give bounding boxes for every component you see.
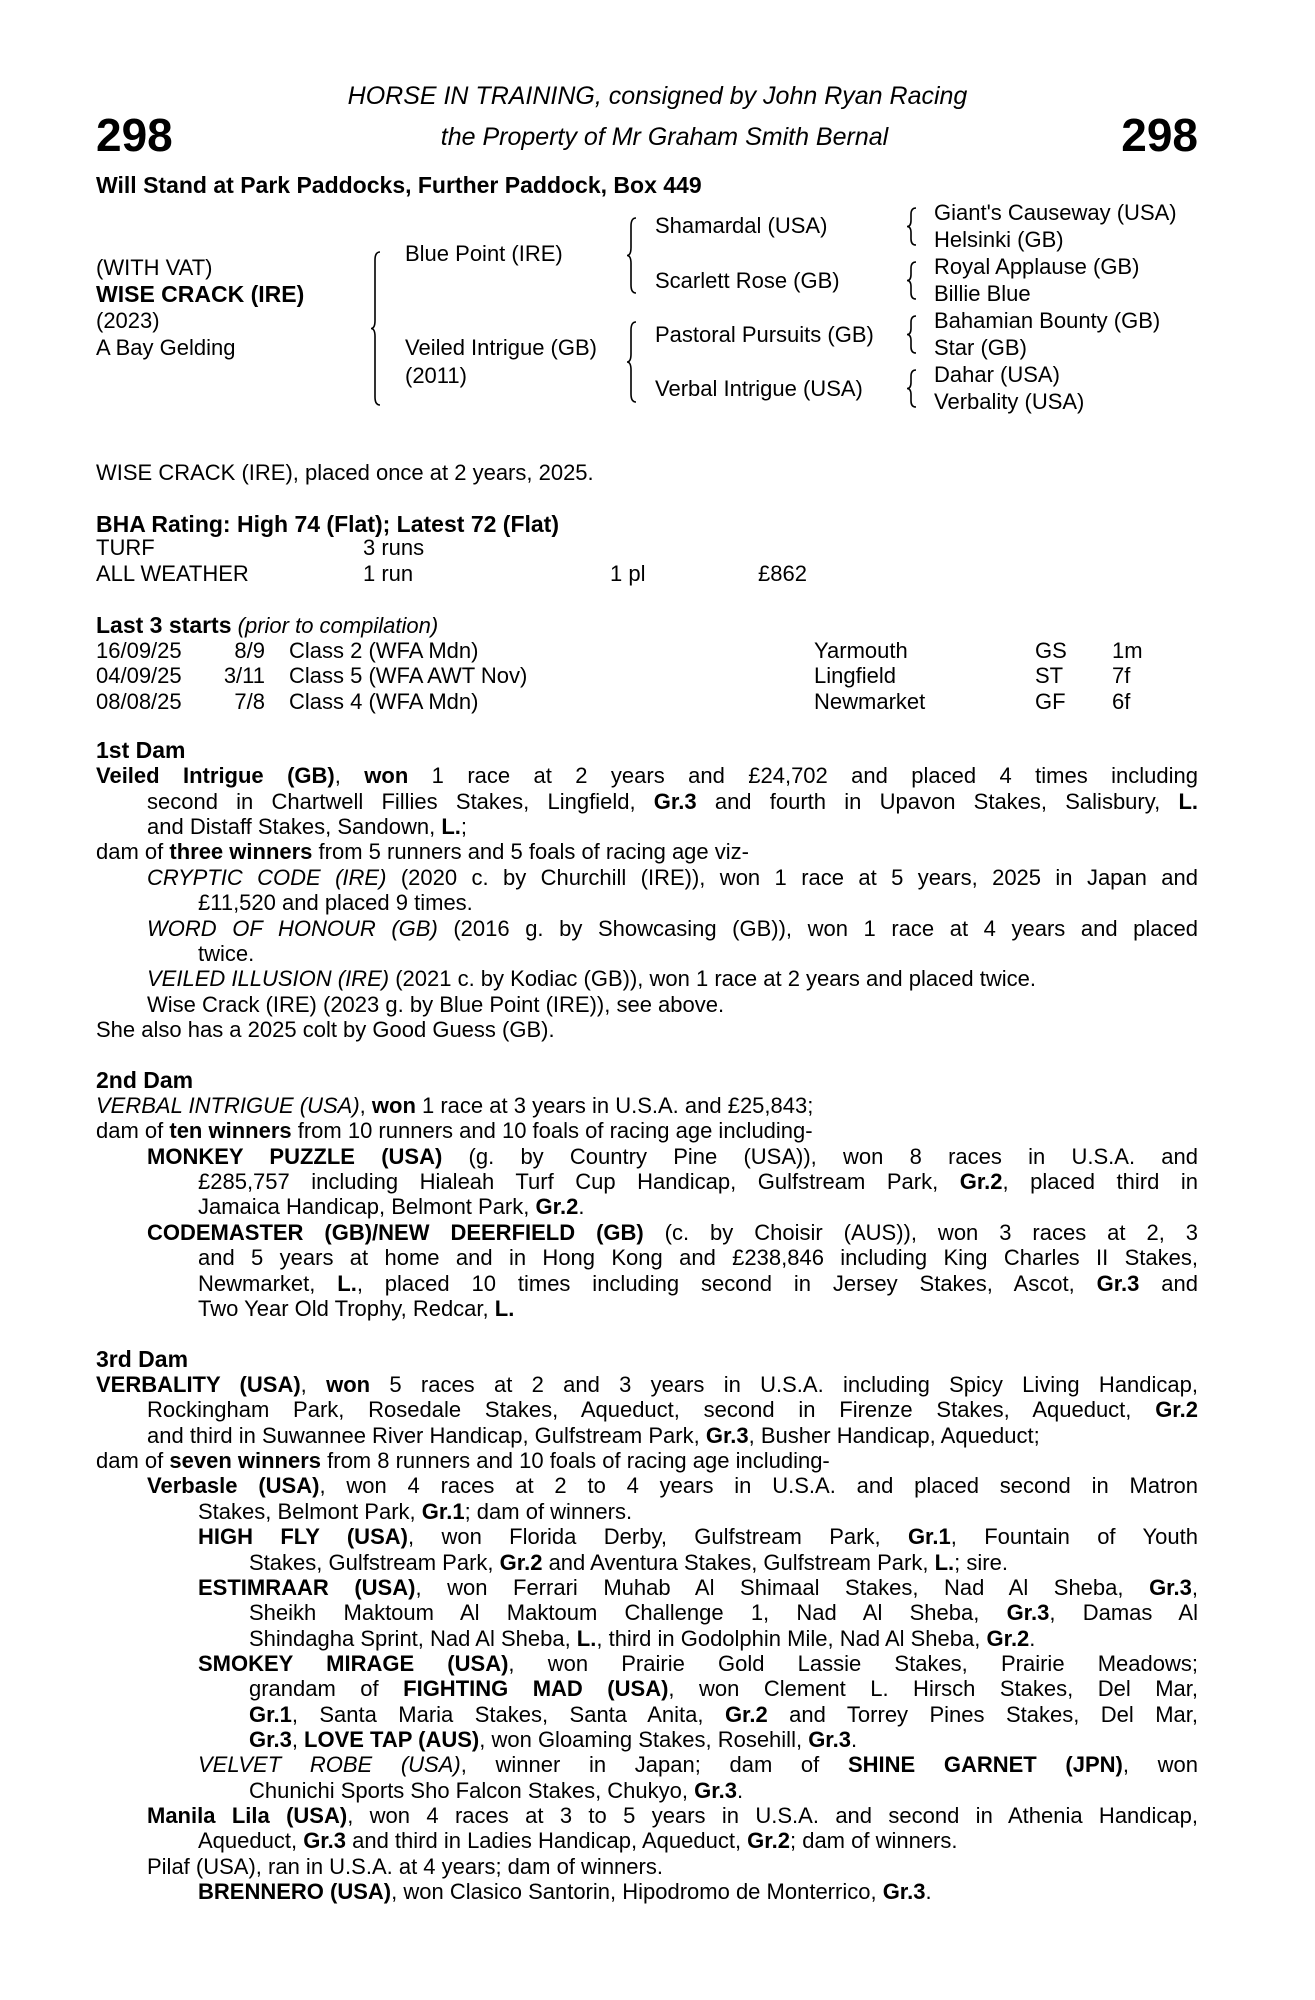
paragraph [96, 1752, 1198, 1803]
text: , [291, 1727, 305, 1753]
start-dist: 1m [1112, 638, 1143, 663]
paragraph [96, 1803, 1198, 1854]
bold-text: SMOKEY MIRAGE (USA) [198, 1650, 509, 1676]
dam-sire: Pastoral Pursuits (GB) [655, 322, 874, 347]
bold-text: Gr.3 [249, 1727, 292, 1753]
bold-text: Gr.3 [694, 1777, 737, 1803]
paragraph [96, 1093, 1198, 1118]
paragraph [96, 1144, 1198, 1220]
brace-icon [907, 370, 916, 407]
section-3 [96, 1347, 1198, 1905]
text: from 5 runners and 5 foals of racing age viz- [312, 839, 749, 865]
text: Rockingham Park, Rosedale Stakes, Aqueduct, second in Firenze Stakes, Aqueduct, [147, 1397, 1156, 1423]
paragraph [96, 1854, 1198, 1879]
last-starts-heading [96, 612, 438, 639]
consignor-line: HORSE IN TRAINING, consigned by John Ryan Racing [347, 82, 968, 110]
text-line [96, 1803, 1198, 1828]
text: ; dam of winners. [464, 1498, 633, 1524]
text-line [96, 1499, 1198, 1524]
section-1 [96, 738, 1198, 1042]
start-date: 16/09/25 [96, 638, 182, 663]
text-line [96, 1702, 1198, 1727]
bold-text: Gr.1 [249, 1701, 292, 1727]
text: , won Prairie Gold Lassie Stakes, Prairie Meadows; [508, 1650, 1198, 1676]
paragraph [96, 966, 1198, 991]
start-dist: 7f [1112, 663, 1131, 689]
gen3-ancestor: Helsinki (GB) [934, 227, 1064, 252]
bold-text: L. [337, 1270, 357, 1296]
text: (2021 c. by Kodiac (GB)), won 1 race at 2 years and placed twice. [389, 966, 1036, 992]
text: Pilaf (USA), ran in U.S.A. at 4 years; dam of winners. [147, 1853, 663, 1879]
text-line [96, 1194, 1198, 1219]
text-line [96, 916, 1198, 941]
text-line [96, 1423, 1198, 1448]
text-line [96, 1448, 1198, 1473]
stable-location: Will Stand at Park Paddocks, Further Paddock, Box 449 [96, 172, 702, 198]
bold-text: BRENNERO (USA) [198, 1879, 392, 1905]
bha-rating: BHA Rating: High 74 (Flat); Latest 72 (Flat) [96, 511, 559, 537]
text: Stakes, Gulfstream Park, [249, 1549, 500, 1575]
gen3-ancestor: Billie Blue [934, 281, 1031, 306]
text: (c. by Choisir (AUS)), won 3 races at 2, 3 [643, 1219, 1199, 1245]
bold-text: Gr.3 [705, 1422, 749, 1448]
text: . [1029, 1625, 1036, 1651]
text-line [96, 789, 1198, 814]
text: , won Ferrari Muhab Al Shimaal Stakes, Nad Al Sheba, [415, 1574, 1150, 1600]
vat-note: (WITH VAT) [96, 255, 213, 280]
text: Newmarket, [198, 1270, 338, 1296]
surface: ALL WEATHER [96, 561, 249, 586]
text: (2020 c. by Churchill (IRE)), won 1 race at 5 years, 2025 in Japan and [386, 864, 1198, 890]
text: , Santa Maria Stakes, Santa Anita, [291, 1701, 725, 1727]
text: . [736, 1777, 744, 1803]
text: and third in Suwannee River Handicap, Gulfstream Park, [147, 1422, 706, 1448]
bold-text: Gr.2 [499, 1549, 543, 1575]
text: , won Clasico Santorin, Hipodromo de Monterrico, [391, 1879, 883, 1905]
bold-text: Gr.2 [747, 1828, 790, 1854]
last-starts-title: Last 3 starts [96, 612, 232, 638]
bold-text: SHINE GARNET (JPN) [847, 1752, 1123, 1778]
bold-text: won [364, 763, 409, 789]
italic-text: VEILED ILLUSION (IRE) [147, 966, 390, 992]
text-line [96, 1144, 1198, 1169]
property-line: the Property of Mr Graham Smith Bernal [440, 123, 889, 151]
text-line [96, 1093, 1198, 1118]
text: dam of [96, 1448, 170, 1474]
sire-sire: Shamardal (USA) [655, 213, 828, 238]
italic-text: VERBAL INTRIGUE (USA) [96, 1093, 360, 1119]
text: 5 races at 2 and 3 years in U.S.A. including Spicy Living Handicap, [370, 1371, 1198, 1397]
text-line [96, 1271, 1198, 1296]
text: , won 4 races at 2 to 4 years in U.S.A. and placed second in Matron [319, 1473, 1198, 1499]
text: grandam of [249, 1676, 404, 1702]
section-heading: 3rd Dam [96, 1345, 189, 1372]
text: dam of [96, 1118, 170, 1144]
paragraph [96, 1118, 1198, 1143]
text: , third in Godolphin Mile, Nad Al Sheba, [596, 1625, 987, 1651]
text-line [96, 1169, 1198, 1194]
text: £285,757 including Hialeah Turf Cup Handicap, Gulfstream Park, [198, 1169, 960, 1195]
gen3-ancestor: Royal Applause (GB) [934, 254, 1140, 279]
text: , won Florida Derby, Gulfstream Park, [407, 1524, 908, 1550]
prize-money: £862 [758, 561, 807, 586]
start-pos: 8/9 [234, 638, 265, 663]
sire-dam: Scarlett Rose (GB) [655, 268, 840, 293]
blank-line [96, 1042, 1198, 1067]
placed: 1 pl [610, 561, 646, 586]
paragraph [96, 1220, 1198, 1321]
text: , Fountain of Youth [950, 1524, 1198, 1550]
bold-text: Gr.3 [1149, 1574, 1192, 1600]
horse-description: A Bay Gelding [96, 335, 236, 360]
gen3-ancestor: Giant's Causeway (USA) [934, 200, 1177, 225]
text-line [96, 1473, 1198, 1498]
bold-text: seven winners [169, 1448, 322, 1474]
bold-text: won [371, 1093, 416, 1119]
text-line [96, 1575, 1198, 1600]
text-line [96, 1296, 1198, 1321]
surface: TURF [96, 535, 155, 560]
start-race: Class 2 (WFA Mdn) [289, 638, 479, 663]
text: Aqueduct, [198, 1828, 304, 1854]
bold-text: Gr.3 [653, 788, 697, 814]
start-race: Class 5 (WFA AWT Nov) [289, 663, 528, 689]
text: Jamaica Handicap, Belmont Park, [198, 1194, 536, 1220]
text: , winner in Japan; dam of [460, 1752, 848, 1778]
brace-icon [907, 262, 916, 299]
brace-icon [627, 218, 636, 293]
gen3-ancestor: Verbality (USA) [934, 389, 1085, 414]
text-line [96, 1727, 1198, 1752]
text: , Busher Handicap, Aqueduct; [748, 1422, 1040, 1448]
text: (2016 g. by Showcasing (GB)), won 1 race at 4 years and placed [437, 915, 1198, 941]
text: ; dam of winners. [789, 1828, 958, 1854]
text-line [96, 966, 1198, 991]
gen3-ancestor: Star (GB) [934, 335, 1027, 360]
text-line [96, 1676, 1198, 1701]
dam: Veiled Intrigue (GB) [405, 335, 597, 360]
bold-text: Gr.2 [986, 1625, 1030, 1651]
paragraph [96, 916, 1198, 967]
start-date: 08/08/25 [96, 688, 182, 714]
text: , placed 10 times including second in Jersey Stakes, Ascot, [356, 1270, 1097, 1296]
bold-text: Gr.3 [808, 1727, 851, 1753]
text: , won 4 races at 3 to 5 years in U.S.A. and second in Athenia Handicap, [347, 1803, 1198, 1829]
text: from 10 runners and 10 foals of racing age including- [291, 1118, 813, 1144]
horse-year: (2023) [96, 308, 160, 333]
text-line [96, 865, 1198, 890]
bold-text: L. [1178, 788, 1199, 814]
bold-text: Veiled Intrigue (GB) [96, 763, 335, 789]
start-going: GF [1035, 688, 1066, 714]
paragraph [96, 1575, 1198, 1651]
paragraph [96, 865, 1198, 916]
text: Shindagha Sprint, Nad Al Sheba, [249, 1625, 577, 1651]
section-heading: 2nd Dam [96, 1066, 194, 1093]
bold-text: CODEMASTER (GB)/NEW DEERFIELD (GB) [147, 1219, 644, 1245]
bold-text: VERBALITY (USA) [96, 1371, 301, 1397]
text-line [96, 1220, 1198, 1245]
text: dam of [96, 839, 170, 865]
text: Stakes, Belmont Park, [198, 1498, 422, 1524]
text: and Distaff Stakes, Sandown, [147, 814, 442, 840]
text: and [1139, 1270, 1198, 1296]
text-line [96, 1778, 1198, 1803]
text-line [96, 1524, 1198, 1549]
paragraph [96, 839, 1198, 864]
paragraph [96, 992, 1198, 1017]
paragraph [96, 1651, 1198, 1752]
dam-produce-record [96, 738, 1198, 1905]
text-line [96, 1245, 1198, 1270]
text-line [96, 1626, 1198, 1651]
text: She also has a 2025 colt by Good Guess (GB). [96, 1016, 555, 1042]
text: . [925, 1879, 932, 1905]
brace-icon [907, 316, 916, 353]
section-2 [96, 1068, 1198, 1322]
bold-text: Verbasle (USA) [147, 1473, 320, 1499]
bold-text: ESTIMRAAR (USA) [198, 1574, 416, 1600]
paragraph [96, 1448, 1198, 1473]
text: , won Gloaming Stakes, Rosehill, [479, 1727, 809, 1753]
sire: Blue Point (IRE) [405, 241, 563, 266]
lot-number-right: 298 [1121, 109, 1198, 161]
text: , [359, 1093, 372, 1119]
text: , [300, 1371, 327, 1397]
bold-text: won [326, 1371, 371, 1397]
bold-text: LOVE TAP (AUS) [304, 1727, 480, 1753]
gen3-ancestor: Bahamian Bounty (GB) [934, 308, 1161, 333]
bold-text: HIGH FLY (USA) [198, 1524, 408, 1550]
text: and Aventura Stakes, Gulfstream Park, [542, 1549, 935, 1575]
start-venue: Lingfield [814, 663, 896, 689]
start-going: GS [1035, 638, 1067, 663]
text: , [1191, 1574, 1198, 1600]
text: . [578, 1194, 585, 1220]
race-summary: WISE CRACK (IRE), placed once at 2 years, 2025. [96, 460, 594, 485]
bold-text: Gr.3 [1096, 1270, 1140, 1296]
bold-text: L. [441, 814, 461, 840]
text: , Damas Al [1049, 1600, 1198, 1626]
text: (g. by Country Pine (USA)), won 8 races in U.S.A. and [442, 1143, 1198, 1169]
text-line [96, 763, 1198, 788]
bold-text: Gr.1 [421, 1498, 465, 1524]
gen3-ancestor: Dahar (USA) [934, 362, 1060, 387]
text: ; [460, 814, 468, 840]
text: , [334, 763, 365, 789]
italic-text: CRYPTIC CODE (IRE) [147, 864, 387, 890]
pedigree-braces [0, 0, 1315, 450]
bold-text: three winners [169, 839, 313, 865]
text: second in Chartwell Fillies Stakes, Lingfield, [147, 788, 654, 814]
runs: 3 runs [363, 535, 425, 560]
runs: 1 run [363, 561, 414, 586]
start-date: 04/09/25 [96, 663, 182, 689]
text: from 8 runners and 10 foals of racing age including- [321, 1448, 830, 1474]
brace-icon [907, 208, 916, 245]
bold-text: FIGHTING MAD (USA) [403, 1676, 669, 1702]
text: 1 race at 3 years in U.S.A. and £25,843; [415, 1093, 814, 1119]
text: and fourth in Upavon Stakes, Salisbury, [696, 788, 1179, 814]
bold-text: Gr.2 [535, 1194, 579, 1220]
paragraph [96, 1879, 1198, 1904]
text-line [96, 839, 1198, 864]
text-line [96, 992, 1198, 1017]
text: . [851, 1727, 858, 1753]
text: 1 race at 2 years and £24,702 and placed 4 times including [408, 763, 1198, 789]
paragraph [96, 1372, 1198, 1448]
bold-text: Gr.2 [1155, 1397, 1198, 1423]
text-line [96, 1879, 1198, 1904]
text: , won [1122, 1752, 1198, 1778]
text: twice. [198, 940, 255, 966]
start-pos: 3/11 [223, 663, 265, 689]
text: Two Year Old Trophy, Redcar, [198, 1295, 495, 1321]
text-line [96, 1651, 1198, 1676]
horse-name: WISE CRACK (IRE) [96, 281, 305, 307]
start-venue: Newmarket [814, 688, 926, 714]
text: Chunichi Sports Sho Falcon Stakes, Chukyo, [249, 1777, 695, 1803]
text: , won Clement L. Hirsch Stakes, Del Mar, [668, 1676, 1198, 1702]
bold-text: L. [934, 1549, 955, 1575]
blank-line [96, 1321, 1198, 1346]
start-dist: 6f [1112, 688, 1131, 714]
italic-text: VELVET ROBE (USA) [198, 1752, 461, 1778]
text-line [96, 941, 1198, 966]
text: ; sire. [954, 1549, 1008, 1575]
bold-text: Gr.3 [882, 1879, 926, 1905]
text-line [96, 1118, 1198, 1143]
paragraph [96, 1473, 1198, 1524]
start-venue: Yarmouth [814, 638, 908, 663]
bold-text: Gr.2 [959, 1169, 1003, 1195]
section-heading: 1st Dam [96, 737, 186, 763]
text-line [96, 814, 1198, 839]
text-line [96, 1017, 1198, 1042]
text: Sheikh Maktoum Al Maktoum Challenge 1, Nad Al Sheba, [249, 1600, 1007, 1626]
brace-icon [627, 322, 636, 402]
text-line [96, 890, 1198, 915]
text-line [96, 1752, 1198, 1777]
text-line [96, 1828, 1198, 1853]
text-line [96, 1600, 1198, 1625]
brace-icon [371, 252, 380, 405]
bold-text: Gr.1 [907, 1524, 951, 1550]
last-starts-note: (prior to compilation) [237, 613, 439, 638]
start-pos: 7/8 [234, 688, 265, 714]
text: , placed third in [1002, 1169, 1198, 1195]
text-line [96, 1397, 1198, 1422]
paragraph [96, 1524, 1198, 1575]
bold-text: Gr.2 [724, 1701, 768, 1727]
start-race: Class 4 (WFA Mdn) [289, 688, 479, 714]
paragraph [96, 1017, 1198, 1042]
start-going: ST [1035, 663, 1064, 689]
bold-text: Gr.3 [303, 1828, 346, 1854]
dam-year: (2011) [405, 363, 467, 388]
italic-text: WORD OF HONOUR (GB) [147, 915, 438, 941]
text-line [96, 1854, 1198, 1879]
bold-text: MONKEY PUZZLE (USA) [147, 1143, 443, 1169]
paragraph [96, 763, 1198, 839]
lot-number-left: 298 [96, 109, 173, 161]
bold-text: L. [576, 1625, 597, 1651]
bold-text: Manila Lila (USA) [147, 1803, 348, 1829]
dam-dam: Verbal Intrigue (USA) [655, 376, 863, 401]
text: and Torrey Pines Stakes, Del Mar, [767, 1701, 1198, 1727]
bold-text: L. [494, 1295, 515, 1321]
bold-text: ten winners [169, 1118, 292, 1144]
text: and third in Ladies Handicap, Aqueduct, [346, 1828, 748, 1854]
bold-text: Gr.3 [1006, 1600, 1050, 1626]
text: Wise Crack (IRE) (2023 g. by Blue Point (IRE)), see above. [147, 991, 725, 1017]
text-line [96, 1372, 1198, 1397]
text: and 5 years at home and in Hong Kong and £238,846 including King Charles II Stakes, [198, 1245, 1198, 1271]
text: £11,520 and placed 9 times. [198, 890, 473, 916]
text-line [96, 1550, 1198, 1575]
